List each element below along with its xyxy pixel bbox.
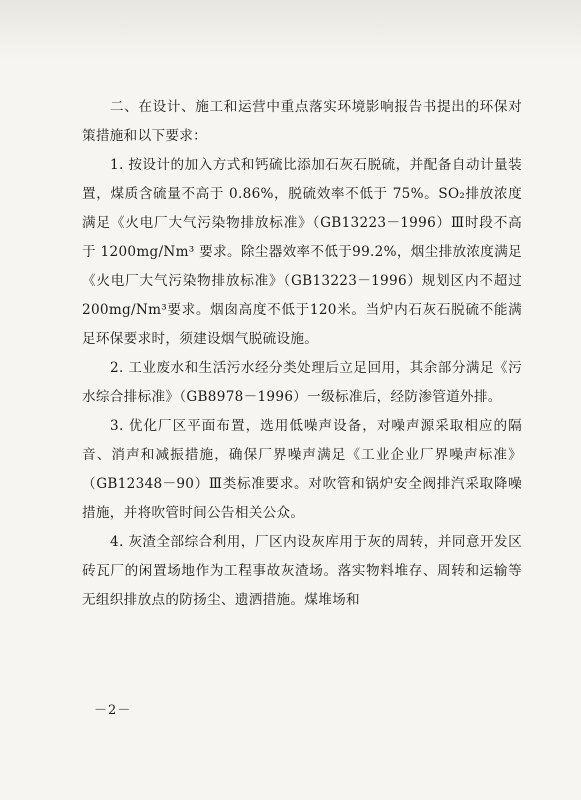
scan-shadow [0, 0, 581, 60]
page-number: －2－ [94, 703, 132, 718]
document-body [82, 93, 522, 615]
paragraph-item-4-ash: 4. 灰渣全部综合利用，厂区内设灰库用于灰的周转，并同意开发区砖瓦厂的闲置场地作为工程事故灰渣场。落实物料堆存、周转和运输等无组织排放点的防扬尘、遗洒措施。煤堆场和 [82, 534, 522, 608]
paragraph-item-3-noise: 3. 优化厂区平面布置，选用低噪声设备，对噪声源采取相应的隔音、消声和减振措施，确保厂界噪声满足《工业企业厂界噪声标准》（GB12348－90）Ⅲ类标准要求。对吹管和锅炉安全阀排汽采取降噪措施，并将吹管时间公告相关公众。 [82, 418, 522, 521]
paragraph-requirements-intro: 二、在设计、施工和运营中重点落实环境影响报告书提出的环保对策措施和以下要求： [82, 99, 522, 144]
paragraph-item-2-wastewater: 2. 工业废水和生活污水经分类处理后立足回用，其余部分满足《污水综合排标准》（GB8978－1996）一级标准后，经防渗管道外排。 [82, 360, 522, 405]
paragraph-item-1-desulfurization: 1. 按设计的加入方式和钙硫比添加石灰石脱硫，并配备自动计量装置，煤质含硫量不高于 0.86%，脱硫效率不低于 75%。SO₂排放浓度满足《火电厂大气污染物排放标准》（GB13223－1996）Ⅲ时段不高于 1200mg/Nm³ 要求。除尘器效率不低于99.2%，烟尘排放浓度满足《火电厂大气污染物排放标准》（GB13223－1996）规划区内不超过 200mg/Nm³要求。烟囱高度不低于120米。当炉内石灰石脱硫不能满足环保要求时，须建设烟气脱硫设施。 [82, 157, 522, 347]
